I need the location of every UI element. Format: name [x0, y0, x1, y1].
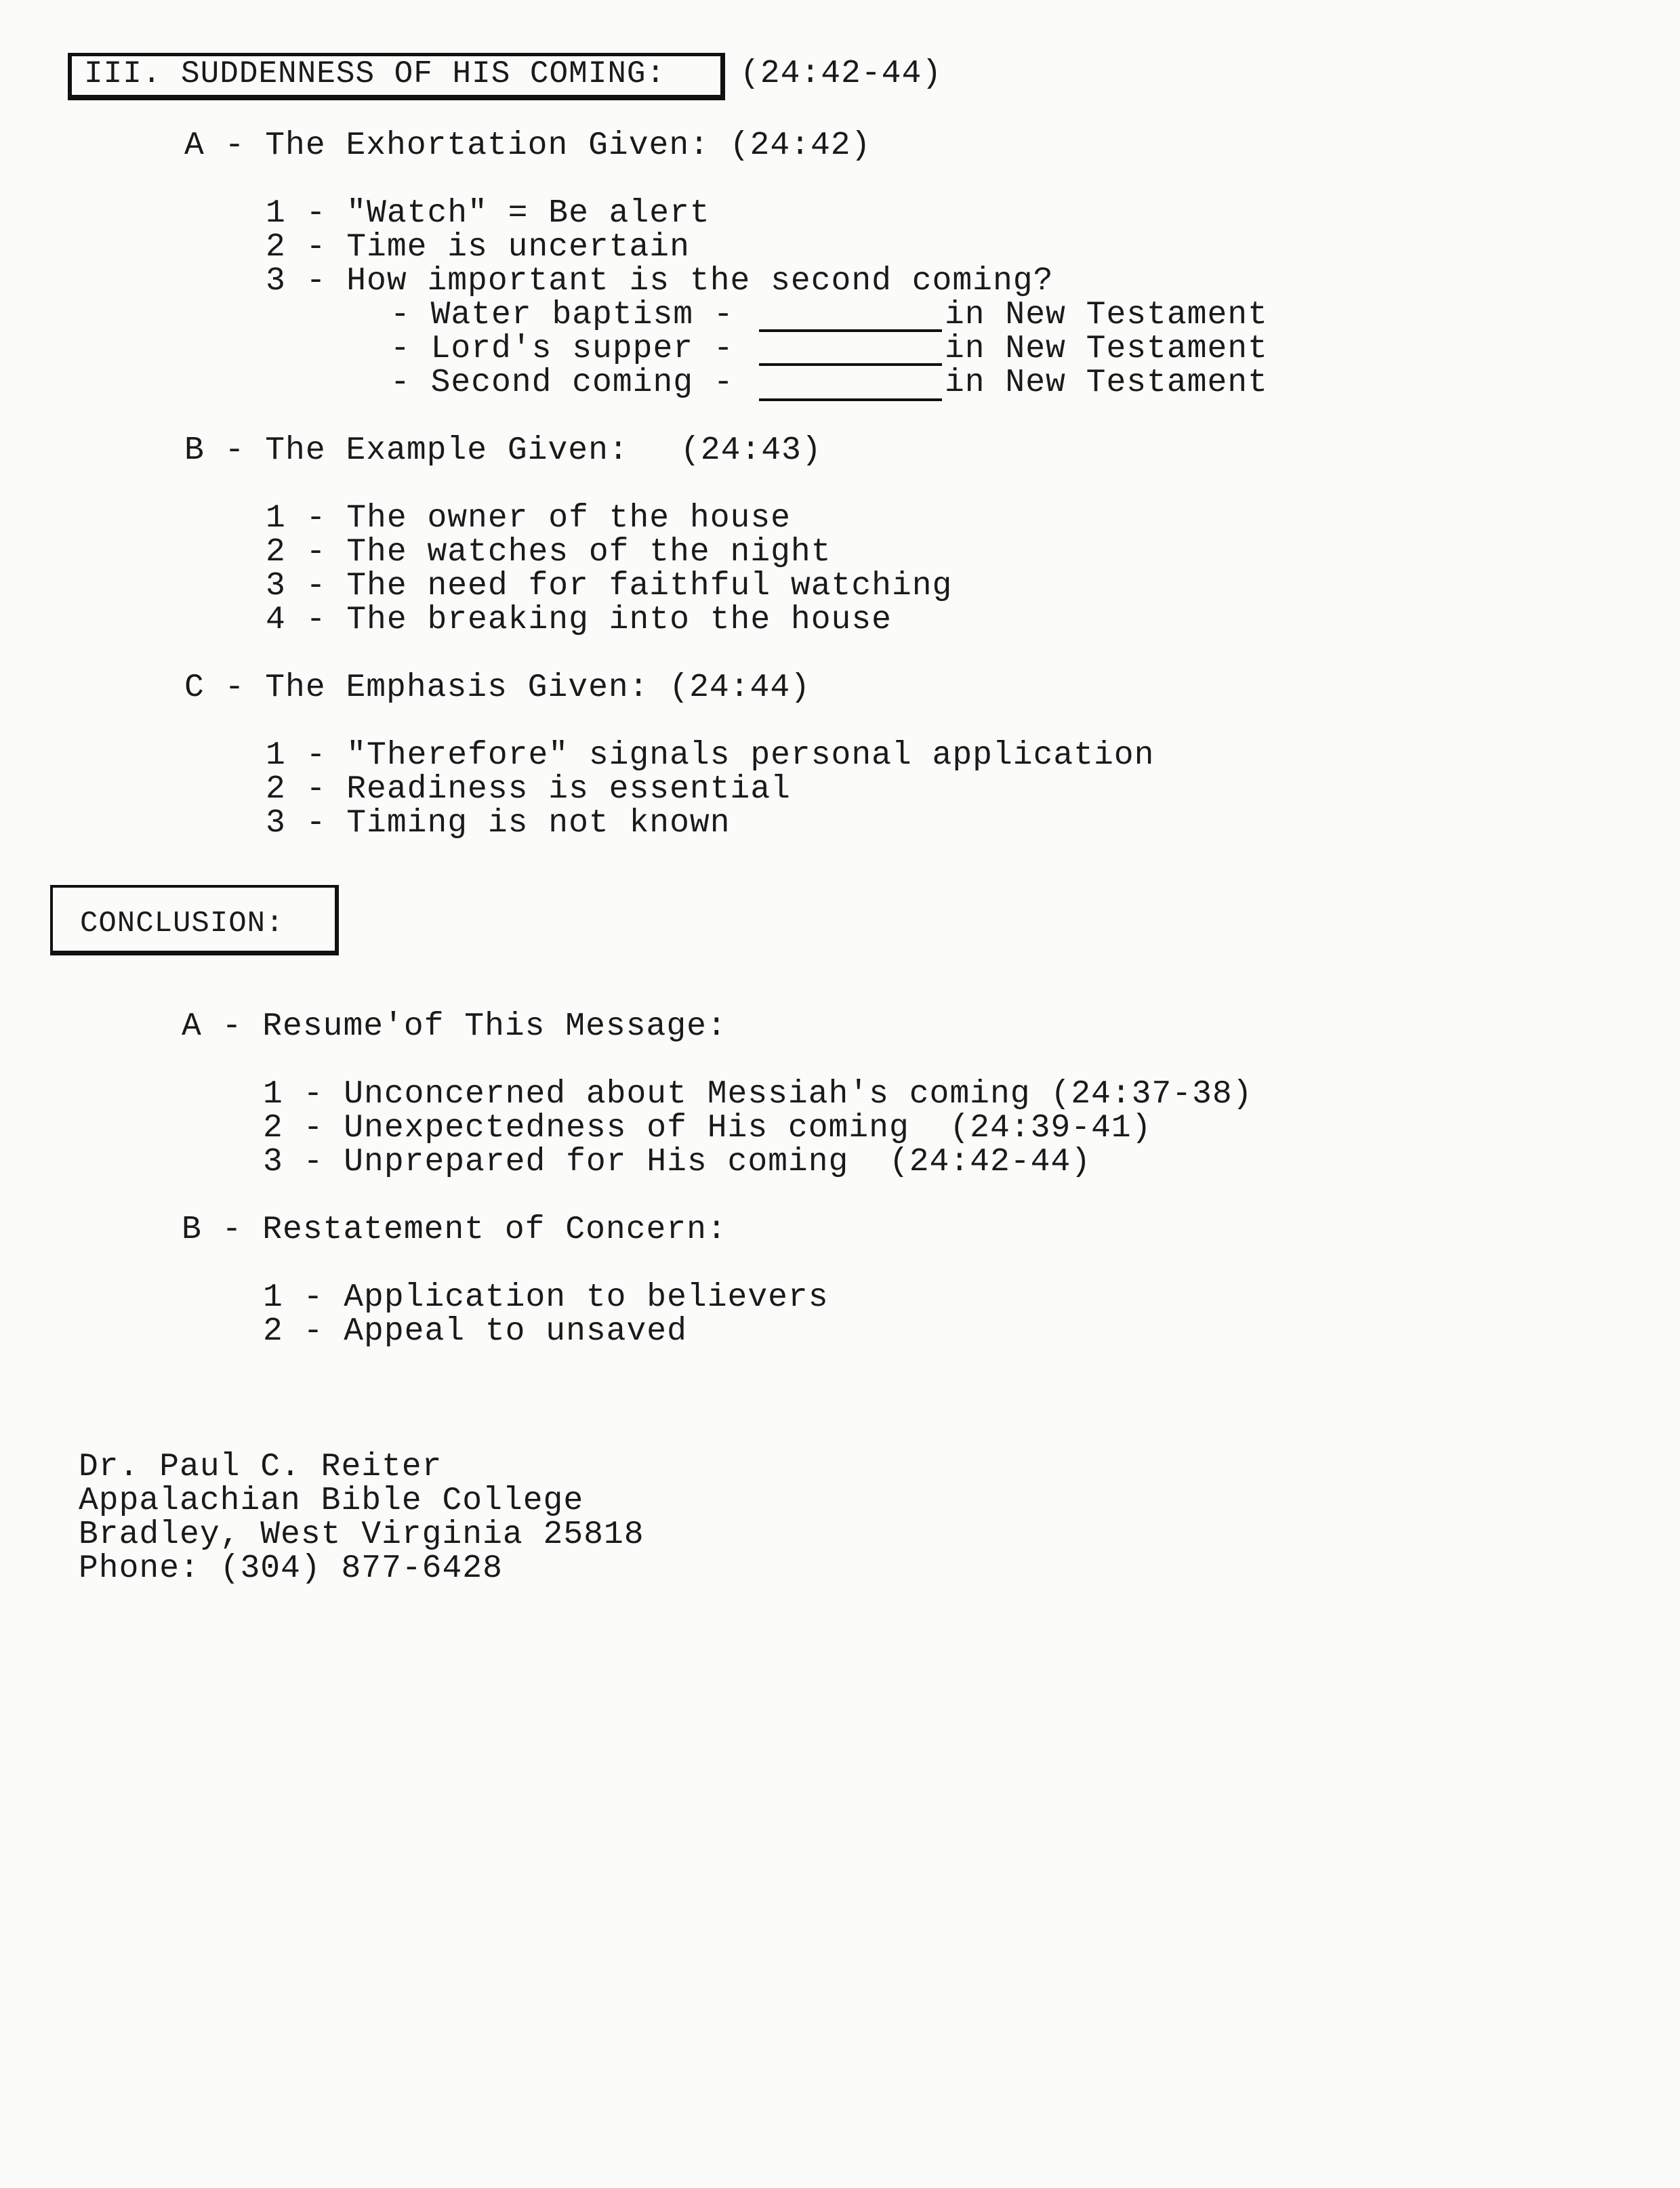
sub-item-suffix: in New Testament [945, 331, 1268, 367]
list-item: 3 - The need for faithful watching [266, 568, 953, 604]
list-item: 1 - The owner of the house [266, 500, 791, 537]
author-address: Bradley, West Virginia 25818 [79, 1516, 644, 1553]
sub-item-suffix: in New Testament [945, 297, 1268, 333]
section-reference: (24:42-44) [740, 56, 943, 92]
sub-item-suffix: in New Testament [945, 365, 1268, 401]
point-b-reference: (24:43) [680, 432, 822, 469]
section-title: III. SUDDENNESS OF HIS COMING: [84, 56, 666, 91]
list-item: 4 - The breaking into the house [266, 602, 892, 638]
point-c-heading: C - The Emphasis Given: (24:44) [184, 669, 811, 706]
fill-in-blank [759, 363, 942, 366]
list-item: 3 - How important is the second coming? [266, 263, 1054, 300]
list-item: 1 - Application to believers [263, 1279, 829, 1316]
conclusion-b-heading: B - Restatement of Concern: [182, 1212, 727, 1248]
point-a-heading: A - The Exhortation Given: (24:42) [184, 127, 872, 164]
sub-item-label: - Second coming - [390, 365, 734, 401]
fill-in-blank [759, 329, 942, 332]
sub-item-label: - Lord's supper - [390, 331, 734, 367]
list-item: 2 - Readiness is essential [266, 771, 791, 808]
list-item: 3 - Unprepared for His coming (24:42-44) [263, 1144, 1091, 1180]
point-b-heading: B - The Example Given: [184, 432, 629, 469]
list-item: 2 - Appeal to unsaved [263, 1313, 687, 1350]
list-item: 2 - The watches of the night [266, 534, 832, 571]
sub-item-label: - Water baptism - [390, 297, 734, 333]
list-item: 1 - "Therefore" signals personal application [266, 737, 1155, 774]
conclusion-a-heading: A - Resume'of This Message: [182, 1008, 727, 1045]
list-item: 1 - "Watch" = Be alert [266, 195, 710, 232]
list-item: 2 - Time is uncertain [266, 229, 690, 266]
list-item: 3 - Timing is not known [266, 805, 731, 842]
author-phone: Phone: (304) 877-6428 [79, 1550, 503, 1587]
author-name: Dr. Paul C. Reiter [79, 1449, 443, 1485]
author-organization: Appalachian Bible College [79, 1483, 584, 1519]
fill-in-blank [759, 398, 942, 401]
conclusion-title: CONCLUSION: [80, 907, 285, 941]
list-item: 1 - Unconcerned about Messiah's coming (24:37-38) [263, 1076, 1253, 1113]
list-item: 2 - Unexpectedness of His coming (24:39-41) [263, 1110, 1152, 1147]
